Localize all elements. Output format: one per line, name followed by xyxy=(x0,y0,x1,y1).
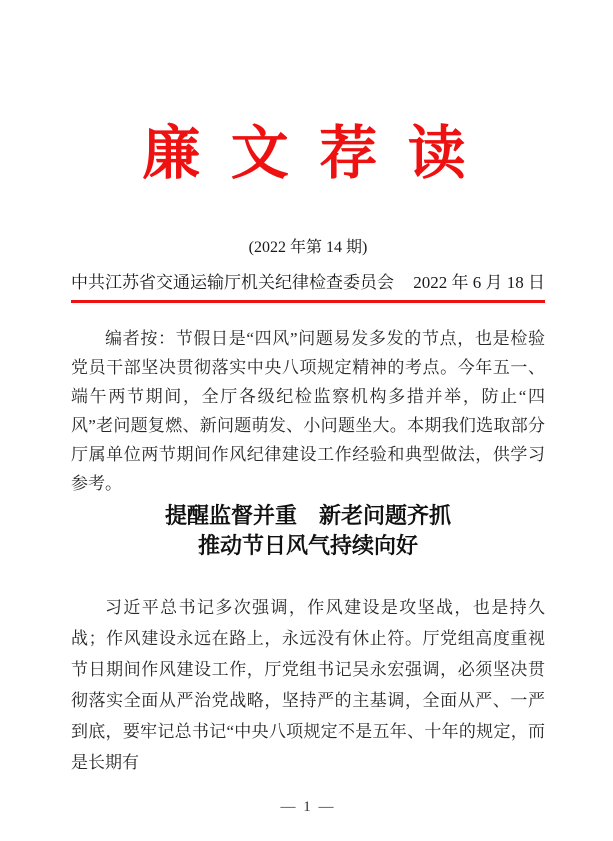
masthead-title: 廉 文 荐 读 xyxy=(142,121,474,186)
page-content xyxy=(71,0,545,841)
editor-note-paragraph: 编者按：节假日是“四风”问题易发多发的节点，也是检验党员干部坚决贯彻落实中央八项规定精神的考点。今年五一、端午两节期间，全厅各级纪检监察机构多措并举，防止“四风”老问题复燃、新问题萌发、小问题坐大。本期我们选取部分厅属单位两节期间作风纪律建设工作经验和典型做法，供学习参考。 xyxy=(71,329,545,493)
issue-number: (2022 年第 14 期) xyxy=(248,239,368,256)
article-heading-line-1: 提醒监督并重 新老问题齐抓 xyxy=(164,503,451,528)
article-heading xyxy=(71,501,545,561)
red-divider-rule xyxy=(71,300,545,303)
page-number: — 1 — xyxy=(280,799,336,815)
masthead-meta-row xyxy=(71,272,545,294)
issue-date: 2022 年 6 月 18 日 xyxy=(413,273,545,292)
article-heading-line-2: 推动节日风气持续向好 xyxy=(197,533,418,558)
issuing-organization: 中共江苏省交通运输厅机关纪律检查委员会 xyxy=(71,273,394,292)
article-body-paragraph: 习近平总书记多次强调，作风建设是攻坚战，也是持久战；作风建设永远在路上，永远没有休止符。厅党组高度重视节日期间作风建设工作，厅党组书记吴永宏强调，必须坚决贯彻落实全面从严治党战略，坚持严的主基调，全面从严、一严到底，要牢记总书记“中央八项规定不是五年、十年的规定，而是长期有 xyxy=(71,598,545,772)
